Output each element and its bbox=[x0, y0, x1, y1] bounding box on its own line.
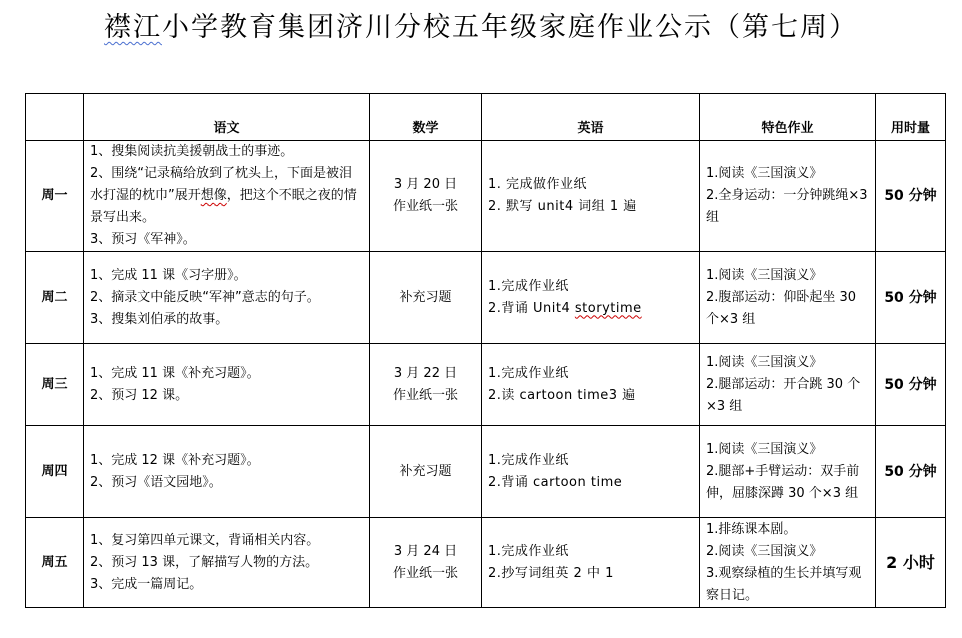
special-item: 2.腹部运动：仰卧起坐 30 个×3 组 bbox=[706, 289, 857, 327]
chinese-item: 1、完成 11 课《习字册》。 bbox=[90, 267, 247, 283]
special-item: 3.观察绿植的生长并填写观察日记。 bbox=[706, 565, 862, 603]
chinese-cell bbox=[84, 426, 370, 518]
chinese-item: 3、完成一篇周记。 bbox=[90, 576, 203, 592]
math-cell bbox=[370, 141, 482, 252]
math-item: 补充习题 bbox=[399, 289, 452, 305]
math-item: 补充习题 bbox=[399, 463, 452, 479]
special-item: 1.排练课本剧。 bbox=[706, 521, 797, 537]
english-item: 2.抄写词组英 2 中 1 bbox=[488, 565, 614, 581]
chinese-item-text: 2、围绕“记录稿给放到了枕头上，下面是被泪水打湿的枕巾”展开 bbox=[90, 166, 353, 203]
special-cell bbox=[700, 344, 876, 426]
day-cell: 周五 bbox=[26, 518, 84, 608]
day-cell: 周四 bbox=[26, 426, 84, 518]
english-item: 2. 默写 unit4 词组 1 遍 bbox=[488, 199, 637, 214]
chinese-item: 1、完成 12 课《补充习题》。 bbox=[90, 452, 260, 468]
chinese-cell bbox=[84, 344, 370, 426]
special-item: 2.腿部运动：开合跳 30 个×3 组 bbox=[706, 376, 861, 414]
table-row bbox=[26, 426, 946, 518]
english-item: 2.背诵 cartoon time bbox=[488, 474, 623, 490]
special-item: 1.阅读《三国演义》 bbox=[706, 267, 823, 283]
math-cell bbox=[370, 518, 482, 608]
time-cell: 50 分钟 bbox=[876, 252, 946, 344]
english-item: 1.完成作业纸 bbox=[488, 543, 569, 559]
special-item: 1.阅读《三国演义》 bbox=[706, 441, 823, 457]
chinese-item: 2、预习《语文园地》。 bbox=[90, 474, 222, 490]
math-item: 3 月 22 日 bbox=[393, 365, 458, 381]
time-cell: 50 分钟 bbox=[876, 426, 946, 518]
chinese-item: 2、预习 13 课，了解描写人物的方法。 bbox=[90, 554, 319, 570]
day-cell: 周三 bbox=[26, 344, 84, 426]
day-cell: 周一 bbox=[26, 141, 84, 252]
special-cell bbox=[700, 141, 876, 252]
math-item: 3 月 20 日 bbox=[393, 177, 458, 192]
table-row bbox=[26, 344, 946, 426]
math-item: 3 月 24 日 bbox=[393, 543, 458, 559]
time-cell: 50 分钟 bbox=[876, 141, 946, 252]
chinese-item: 1、完成 11 课《补充习题》。 bbox=[90, 365, 260, 381]
chinese-item: 3、搜集刘伯承的故事。 bbox=[90, 311, 229, 327]
title-rest: 小学教育集团济川分校五年级家庭作业公示（第七周） bbox=[162, 12, 858, 43]
spell-flagged-word: 想像 bbox=[200, 188, 227, 203]
math-item: 作业纸一张 bbox=[392, 565, 458, 581]
chinese-item-text: ，把这个不眠之夜的情景写出来。 bbox=[90, 188, 357, 225]
table-row bbox=[26, 518, 946, 608]
chinese-cell bbox=[84, 518, 370, 608]
math-cell bbox=[370, 252, 482, 344]
chinese-item bbox=[90, 163, 363, 229]
english-item: 1.完成作业纸 bbox=[488, 452, 569, 468]
english-item: 1. 完成做作业纸 bbox=[488, 177, 588, 192]
english-cell bbox=[482, 426, 700, 518]
english-item: 1.完成作业纸 bbox=[488, 278, 569, 294]
special-cell bbox=[700, 426, 876, 518]
math-item: 作业纸一张 bbox=[392, 387, 458, 403]
english-item: 1.完成作业纸 bbox=[488, 365, 569, 381]
special-item: 1.阅读《三国演义》 bbox=[706, 166, 823, 181]
math-cell bbox=[370, 426, 482, 518]
special-cell bbox=[700, 252, 876, 344]
english-item-text: 2.背诵 Unit4 bbox=[488, 300, 575, 316]
time-cell: 50 分钟 bbox=[876, 344, 946, 426]
chinese-item: 1、搜集阅读抗美援朝战士的事迹。 bbox=[90, 144, 294, 159]
page-title bbox=[0, 8, 962, 48]
english-cell bbox=[482, 252, 700, 344]
english-cell bbox=[482, 141, 700, 252]
math-item: 作业纸一张 bbox=[392, 199, 458, 214]
chinese-item: 2、预习 12 课。 bbox=[90, 387, 189, 403]
english-item bbox=[488, 298, 693, 320]
english-cell bbox=[482, 344, 700, 426]
special-item: 2.腿部+手臂运动：双手前伸，屈膝深蹲 30 个×3 组 bbox=[706, 463, 860, 501]
header-time: 用时量 bbox=[876, 94, 946, 141]
header-english: 英语 bbox=[482, 94, 700, 141]
math-cell bbox=[370, 344, 482, 426]
special-cell bbox=[700, 518, 876, 608]
table-row bbox=[26, 141, 946, 252]
header-special: 特色作业 bbox=[700, 94, 876, 141]
english-cell bbox=[482, 518, 700, 608]
chinese-cell bbox=[84, 141, 370, 252]
chinese-item: 1、复习第四单元课文，背诵相关内容。 bbox=[90, 532, 320, 548]
special-item: 2.全身运动：一分钟跳绳×3 组 bbox=[706, 188, 868, 225]
header-math: 数学 bbox=[370, 94, 482, 141]
spell-flagged-word: storytime bbox=[574, 300, 642, 316]
chinese-item: 3、预习《军神》。 bbox=[90, 232, 196, 247]
special-item: 1.阅读《三国演义》 bbox=[706, 354, 823, 370]
chinese-item: 2、摘录文中能反映“军神”意志的句子。 bbox=[90, 289, 320, 305]
special-item: 2.阅读《三国演义》 bbox=[706, 543, 823, 559]
header-day bbox=[26, 94, 84, 141]
english-item: 2.读 cartoon time3 遍 bbox=[488, 387, 636, 403]
day-cell: 周二 bbox=[26, 252, 84, 344]
homework-table bbox=[25, 93, 946, 608]
time-cell: 2 小时 bbox=[876, 518, 946, 608]
header-chinese: 语文 bbox=[84, 94, 370, 141]
chinese-cell bbox=[84, 252, 370, 344]
header-row bbox=[26, 94, 946, 141]
table-row bbox=[26, 252, 946, 344]
title-flagged-word: 襟江 bbox=[104, 12, 162, 43]
